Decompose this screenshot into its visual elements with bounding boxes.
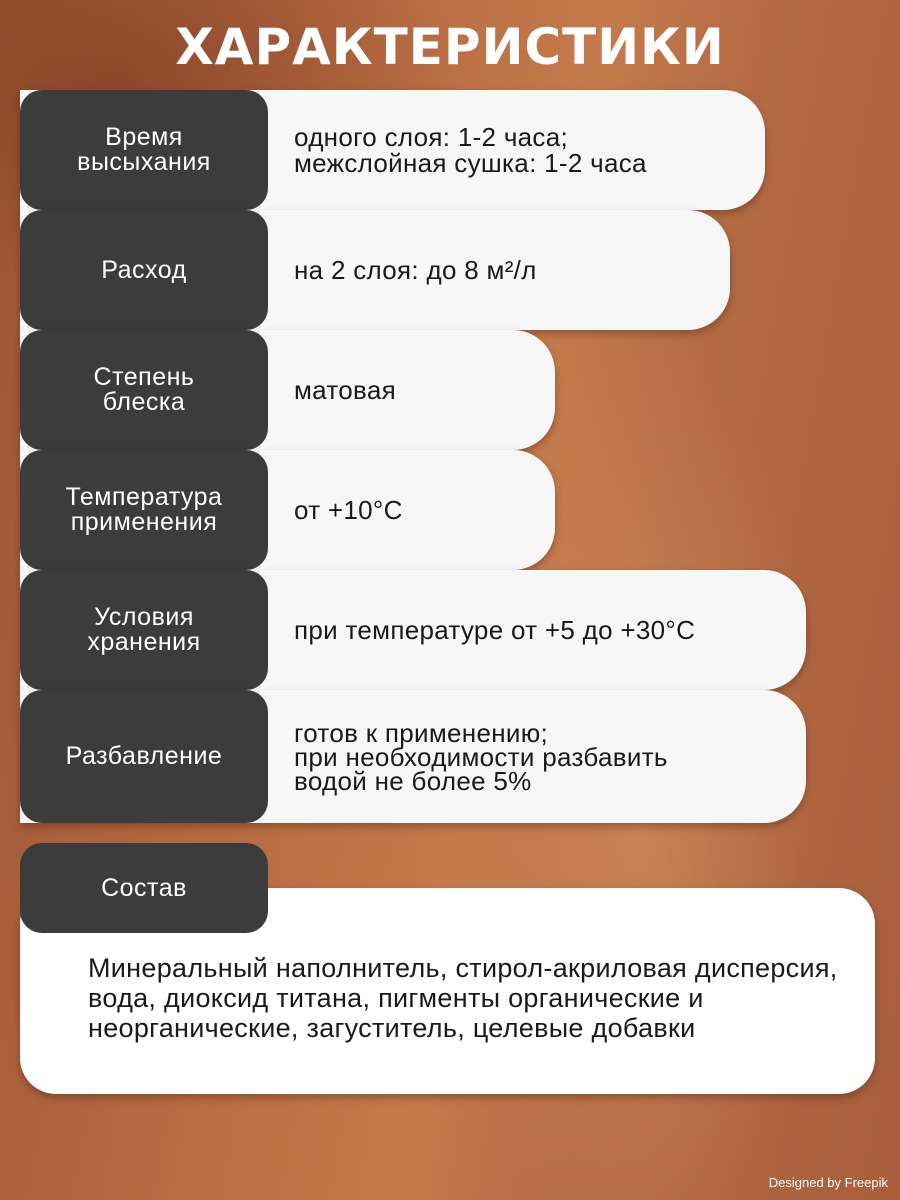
spec-row-consumption xyxy=(20,210,730,330)
spec-label: Температура применения xyxy=(20,450,268,570)
spec-row-drying-time xyxy=(20,90,765,210)
spec-value: одного слоя: 1-2 часа; межслойная сушка: 1-2 часа xyxy=(294,122,647,178)
page-title: ХАРАКТЕРИСТИКИ xyxy=(175,18,725,76)
spec-label: Время высыхания xyxy=(20,90,268,210)
composition-text: Минеральный наполнитель, стирол-акриловая дисперсия, вода, диоксид титана, пигменты органические и неорганические, загуститель, целевые добавки xyxy=(88,953,838,1043)
spec-label: Разбавление xyxy=(20,690,268,823)
spec-value: готов к применению; при необходимости разбавить водой не более 5% xyxy=(294,717,668,796)
spec-label: Расход xyxy=(20,210,268,330)
composition-label: Состав xyxy=(20,843,268,933)
spec-row-dilution xyxy=(20,690,806,823)
spec-label: Условия хранения xyxy=(20,570,268,690)
spec-row-gloss xyxy=(20,330,555,450)
spec-value: от +10°С xyxy=(294,495,403,525)
spec-label: Степень блеска xyxy=(20,330,268,450)
credit-text: Designed by Freepik xyxy=(768,1175,888,1190)
spec-value: матовая xyxy=(294,375,396,405)
spec-value: при температуре от +5 до +30°С xyxy=(294,615,696,645)
spec-row-storage-conditions xyxy=(20,570,806,690)
spec-row-application-temperature xyxy=(20,450,555,570)
spec-value: на 2 слоя: до 8 м²/л xyxy=(294,255,537,285)
